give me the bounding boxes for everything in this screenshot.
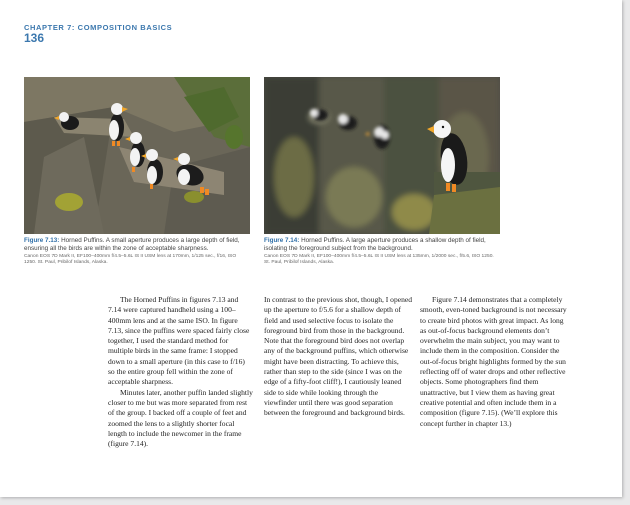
page-number: 136 bbox=[24, 31, 45, 45]
chapter-heading: CHAPTER 7: COMPOSITION BASICS bbox=[24, 23, 173, 32]
body-column-1 bbox=[108, 295, 253, 449]
figure-label: Figure 7.14: bbox=[264, 237, 300, 244]
figure-7-13-photo bbox=[24, 77, 250, 234]
figure-7-14-photo bbox=[264, 77, 500, 234]
caption-text: Horned Puffins. A small aperture produces a large depth of field, ensuring all the birds are within the zone of acceptable sharpness. bbox=[24, 237, 240, 252]
paragraph: Figure 7.14 demonstrates that a completely smooth, even-toned background is not necessary to create bird photos with great impact. As long as out-of-focus background elements don’t overwhelm the main subject, you may want to include them in the composition. Consider the out-of-focus bright highlights formed by the sun reflecting off of water drops and other reflective objects. Some photographers find them unattractive, but I view them as having great creative potential and often include them in a composition (figure 7.15). (We’ll explore this concept further in chapter 13.) bbox=[420, 295, 567, 428]
paragraph: Minutes later, another puffin landed slightly closer to me but was more separated from rest of the group. I backed off a couple of feet and zoomed the lens to a slightly shorter focal length to include the newcomer in the frame (figure 7.14). bbox=[108, 387, 253, 449]
body-column-3 bbox=[420, 295, 568, 429]
figure-7-13-caption bbox=[24, 237, 246, 266]
figure-7-14-caption bbox=[264, 237, 500, 266]
body-column-2 bbox=[264, 295, 412, 419]
caption-meta: Canon EOS 7D Mark II, EF100–400mm f/4.5–5.6L IS II USM lens at 170mm, 1/125 sec., f/16, ISO 1250. St. Paul, Pribilof Islands, Alaska. bbox=[24, 254, 237, 265]
figure-label: Figure 7.13: bbox=[24, 237, 60, 244]
caption-meta: Canon EOS 7D Mark II, EF100–400mm f/4.5–5.6L IS II USM lens at 135mm, 1/2000 sec., f/5.6, ISO 1250. St. Paul, Pribilof Islands, Alaska. bbox=[264, 254, 494, 265]
paragraph: In contrast to the previous shot, though, I opened up the aperture to f/5.6 for a shallow depth of field and used selective focus to isolate the foreground bird from those in the background. Note that the foreground bird does not overlap any of the background puffins, which otherwise might have been distracting. To achieve this, rather than step to the side (since I was on the edge of a fifty-foot cliff!), I cautiously leaned side to side while looking through the viewfinder until there was good separation between the foreground and background birds. bbox=[264, 295, 412, 418]
paragraph: The Horned Puffins in figures 7.13 and 7.14 were captured handheld using a 100–400mm lens and at the same ISO. In figure 7.13, since the puffins were spaced fairly close together, I used the standard method for multiple birds in the same frame: I stopped down to a small aperture (in this case to f/16) so the entire group fell within the zone of acceptable sharpness. bbox=[108, 295, 250, 387]
caption-text: Horned Puffins. A large aperture produces a shallow depth of field, isolating the foreground subject from the background. bbox=[264, 237, 486, 252]
